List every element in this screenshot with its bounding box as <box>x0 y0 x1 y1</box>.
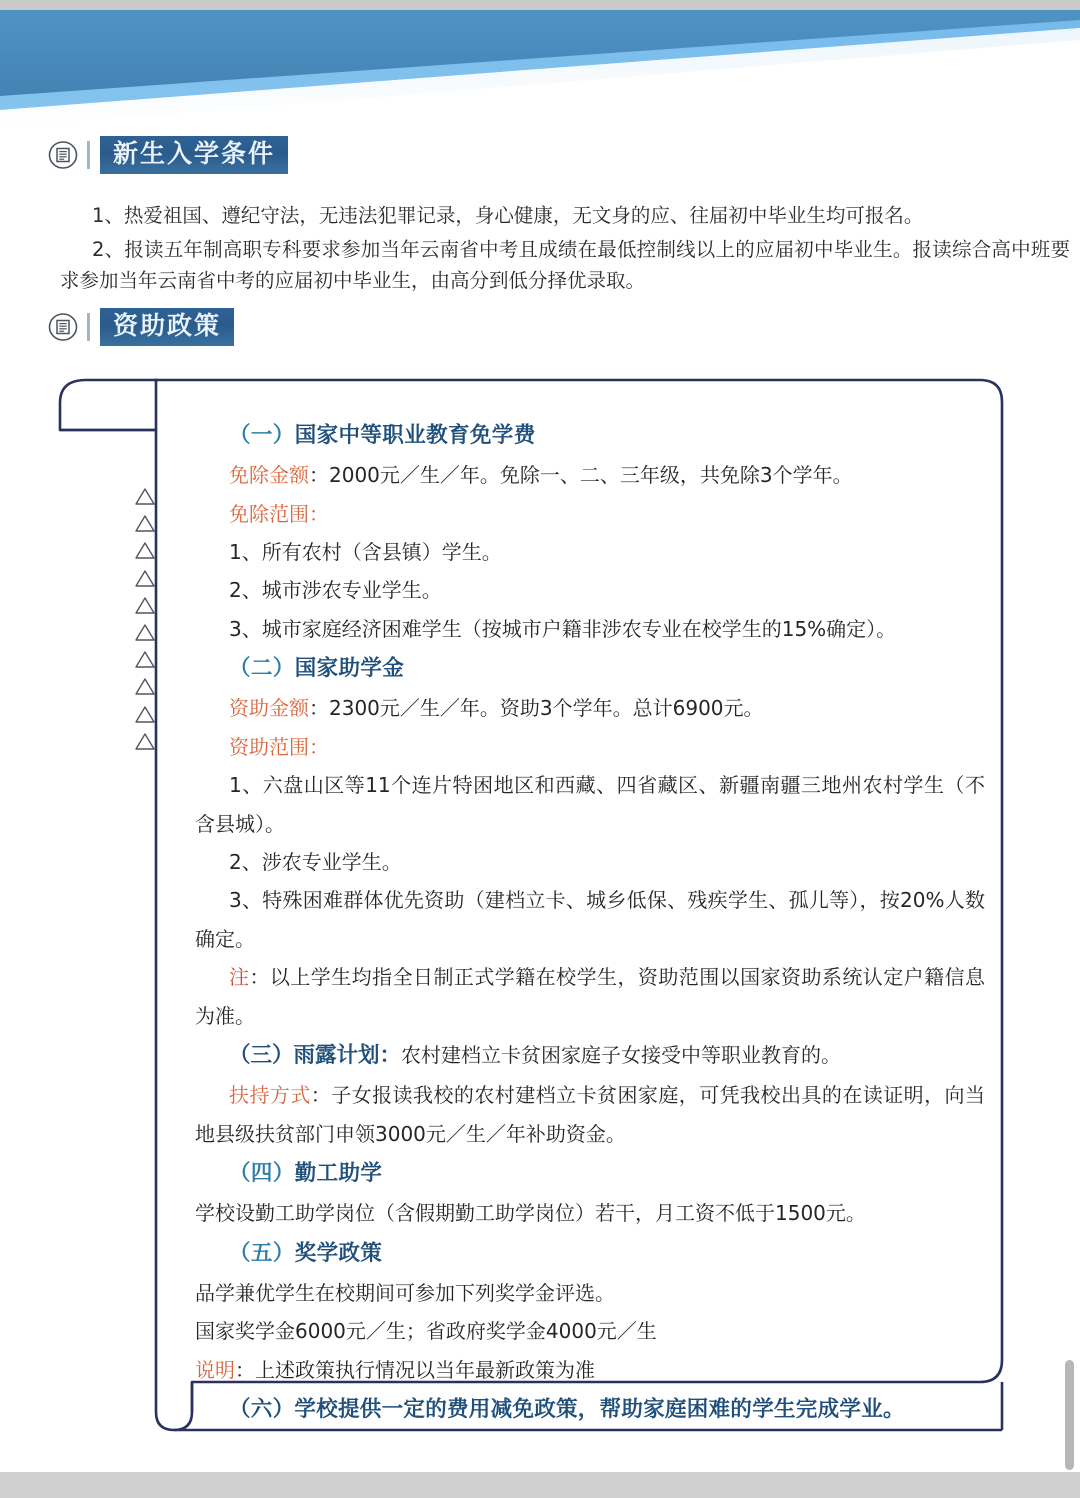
decorative-banner <box>0 10 1080 135</box>
policy-heading-3-text: 雨露计划： <box>293 1043 402 1068</box>
section-title-admission: 新生入学条件 <box>100 136 288 174</box>
triangle-icon <box>134 623 156 642</box>
policy-heading-5 <box>195 1233 985 1274</box>
top-window-chrome <box>0 0 1080 10</box>
policy-heading-6 <box>195 1389 985 1430</box>
policy-1-scope-label: 免除范围 <box>229 501 309 526</box>
triangle-icon <box>134 487 156 506</box>
policy-heading-6-text: 学校提供一定的费用减免政策，帮助家庭困难的学生完成学业。 <box>294 1397 905 1423</box>
policy-heading-2 <box>195 648 985 689</box>
policy-2-scope-item-2: 2、涉农专业学生。 <box>229 850 402 875</box>
policy-5-text-2: 国家奖学金6000元／生；省政府奖学金4000元／生 <box>195 1319 657 1344</box>
document-circle-icon <box>48 140 78 170</box>
policy-heading-5-number: （五） <box>229 1240 295 1266</box>
triangle-decoration-column <box>134 487 156 751</box>
policy-heading-3-rest: 农村建档立卡贫困家庭子女接受中等职业教育的。 <box>401 1043 842 1067</box>
admission-item-1: 1、热爱祖国、遵纪守法，无违法犯罪记录，身心健康，无文身的应、往届初中毕业生均可报名。 <box>92 204 924 227</box>
policy-heading-4 <box>195 1153 985 1194</box>
policy-heading-2-text: 国家助学金 <box>294 656 405 682</box>
section-divider <box>87 141 90 169</box>
policy-heading-5-text: 奖学政策 <box>294 1240 383 1266</box>
policy-1-scope-item-2: 2、城市涉农专业学生。 <box>229 578 442 603</box>
policy-heading-4-number: （四） <box>229 1161 295 1187</box>
policy-heading-4-text: 勤工助学 <box>294 1161 383 1187</box>
page-scrollbar[interactable] <box>1065 1360 1074 1470</box>
policy-1-scope-item-1: 1、所有农村（含县镇）学生。 <box>229 540 502 565</box>
policy-1-amount-text: ：2000元／生／年。免除一、二、三年级，共免除3个学年。 <box>309 463 853 488</box>
document-circle-icon <box>48 312 78 342</box>
policy-2-amount-text: ：2300元／生／年。资助3个学年。总计6900元。 <box>309 696 764 721</box>
policy-heading-1-text: 国家中等职业教育免学费 <box>294 423 536 448</box>
triangle-icon <box>134 569 156 588</box>
policy-2-scope-label-row <box>195 728 985 766</box>
section-title-funding: 资助政策 <box>100 308 234 346</box>
policy-heading-2-number: （二） <box>229 656 295 682</box>
policy-heading-3 <box>195 1035 985 1076</box>
scrollbar-thumb[interactable] <box>1065 1360 1074 1470</box>
policy-5-note <box>195 1351 985 1389</box>
policy-1-scope-label-row <box>195 495 985 533</box>
admission-conditions-list <box>60 200 1070 299</box>
policy-2-note-text: ：以上学生均指全日制正式学籍在校学生，资助范围以国家资助系统认定户籍信息为准。 <box>195 965 986 1028</box>
triangle-icon <box>134 650 156 669</box>
section-header-funding <box>48 308 234 346</box>
policy-1-scope-item-3: 3、城市家庭经济困难学生（按城市户籍非涉农专业在校学生的15%确定）。 <box>229 616 897 641</box>
policy-2-note <box>195 958 985 1035</box>
policy-4-text: 学校设勤工助学岗位（含假期勤工助学岗位）若干，月工资不低于1500元。 <box>195 1201 866 1226</box>
policy-1-amount-label: 免除金额 <box>229 463 309 488</box>
triangle-icon <box>134 732 156 751</box>
admission-item-2: 2、报读五年制高职专科要求参加当年云南省中考且成绩在最低控制线以上的应届初中毕业生。报读综合高中班要求参加当年云南省中考的应届初中毕业生，由高分到低分择优录取。 <box>60 237 1070 293</box>
policy-1-amount <box>195 456 985 494</box>
policy-2-amount-label: 资助金额 <box>229 696 309 721</box>
policy-5-note-text: ：上述政策执行情况以当年最新政策为准 <box>235 1357 595 1382</box>
triangle-icon <box>134 677 156 696</box>
policy-2-note-label: 注 <box>229 965 250 990</box>
policy-heading-1 <box>195 415 985 456</box>
policy-3-support-text: ：子女报读我校的农村建档立卡贫困家庭，可凭我校出具的在读证明，向当地县级扶贫部门申领3000元／生／年补助资金。 <box>195 1083 986 1146</box>
policy-heading-3-number: （三） <box>229 1043 294 1068</box>
policy-2-amount <box>195 689 985 727</box>
policy-3-support <box>195 1076 985 1153</box>
policy-2-scope-label: 资助范围 <box>229 734 309 759</box>
funding-policy-content <box>195 415 985 1430</box>
policy-5-text-1: 品学兼优学生在校期间可参加下列奖学金评选。 <box>195 1280 615 1305</box>
policy-2-scope-item-1: 1、六盘山区等11个连片特困地区和西藏、四省藏区、新疆南疆三地州农村学生（不含县城）。 <box>195 773 985 836</box>
triangle-icon <box>134 514 156 533</box>
policy-3-support-label: 扶持方式 <box>229 1083 311 1108</box>
section-divider <box>87 313 90 341</box>
triangle-icon <box>134 705 156 724</box>
bottom-window-chrome <box>0 1472 1080 1498</box>
triangle-icon <box>134 541 156 560</box>
section-header-admission <box>48 136 288 174</box>
policy-2-scope-item-3: 3、特殊困难群体优先资助（建档立卡、城乡低保、残疾学生、孤儿等），按20%人数确定。 <box>195 888 985 951</box>
policy-5-note-label: 说明 <box>195 1357 235 1382</box>
triangle-icon <box>134 596 156 615</box>
policy-1-scope-colon: ： <box>309 501 329 526</box>
policy-2-scope-colon: ： <box>309 734 329 759</box>
policy-heading-1-number: （一） <box>229 423 295 448</box>
policy-heading-6-number: （六） <box>229 1397 295 1423</box>
